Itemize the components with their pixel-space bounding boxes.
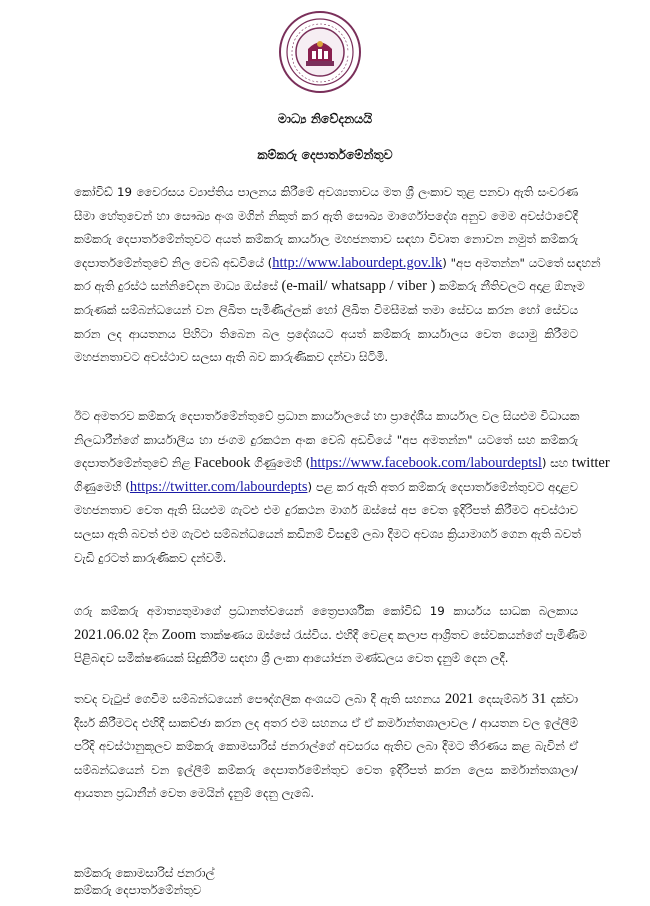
text-segment: ගිණුමෙහි ( bbox=[250, 456, 311, 471]
text-line: සම්බන්ධයෙන් වන ඉල්ලීම් කම්කරු දෙපාර්තමේන්තුව වෙත ඉදිරිපත් කරන ලෙස කර්මාන්තශාලා/ bbox=[74, 762, 578, 777]
paragraph-contact-details bbox=[74, 405, 610, 570]
text-line bbox=[74, 252, 601, 276]
text-segment: දෙපාර්තමේන්තුවේ නිල වෙබ් අඩවියේ ( bbox=[74, 255, 273, 270]
text-segment: කර ඇති දුරස්ථ සන්නිවේදන මාධ්‍ය ඔස්සේ bbox=[74, 279, 282, 294]
text-segment: ) සහ bbox=[541, 456, 572, 471]
department-title: කම්කරු දෙපාර්තමේන්තුව bbox=[257, 147, 393, 162]
text-segment: දක්වා bbox=[546, 692, 578, 706]
text-line bbox=[74, 476, 578, 500]
relief-year: 2021 bbox=[444, 691, 474, 707]
zoom-label: Zoom bbox=[161, 626, 197, 643]
text-segment: ගිණුමෙහි ( bbox=[74, 479, 130, 494]
text-line: කරුණක් සම්බන්ධයෙන් වන ලිඛිත පැමිණිල්ලක් හෝ ලිඛිත විමසීමක් තමා සේවය කරන හෝ සේවය bbox=[74, 302, 578, 317]
text-line: ගරු කම්කරු අමාත්‍යතුමාගේ ප්‍රධානත්වයෙන් ත්‍රෛපාර්ශික කෝවිඩ් 19 කාර්යය සාධක බලකාය bbox=[74, 604, 578, 618]
text-line: සලසා ඇති බවත් එම ගැටළු සම්බන්ධයෙන් කඩිනම් විසඳුම් ලබා දීමට අවශ්‍ය ක්‍රියාමාර්ග ගෙන ඇති බවත් bbox=[74, 526, 581, 541]
contact-channels-text: (e-mail/ whatsapp / viber ) bbox=[281, 278, 436, 295]
text-segment: තාක්ෂණය ඔස්සේ රැස්විය. එහිදී වෙළඳ කලාප ආශ්‍රිතව සේවකයන්ගේ පැමිණීම bbox=[196, 627, 587, 642]
text-line bbox=[74, 275, 585, 299]
twitter-label: twitter bbox=[571, 455, 610, 472]
text-segment: ) "අප අමතන්න" යටතේ සඳහන් bbox=[442, 255, 601, 270]
media-release-title: මාධ්‍ය නිවේදනයයි bbox=[277, 111, 373, 126]
paragraph-curfew-notice bbox=[74, 181, 601, 370]
text-segment: තවද වැටුප් ගෙවීම සම්බන්ධයෙන් පෞද්ගලික අංශයට ලබා දී ඇති සහනය bbox=[74, 692, 445, 706]
text-line: පරිදි අවස්ථානුකූලව කම්කරු කොමසාරිස් ජනරාල්ගේ අවසරය ඇතිව ලබා දීමට තීරණය කළ බැවින් ඒ bbox=[74, 739, 578, 754]
text-line bbox=[74, 452, 610, 476]
text-line bbox=[74, 624, 587, 648]
paragraph-wage-relief bbox=[74, 688, 578, 806]
paragraph-taskforce-meeting bbox=[74, 600, 587, 671]
text-segment: දෙසැම්බර් bbox=[473, 692, 532, 706]
text-line: කරන ලද ආයතනය පිහිටා තිබෙන බල ප්‍රදේශයට අයත් කම්කරු කාර්යාලය වෙත යොමු කිරීමට bbox=[74, 326, 578, 341]
text-line: පිළිබඳව සමීක්ෂණයක් සිදුකිරීම සඳහා ශ්‍රී ලංකා ආයෝජන මණ්ඩලය වෙත දැනුම් දෙන ලදී. bbox=[74, 651, 509, 666]
ministry-emblem-logo bbox=[277, 9, 363, 95]
text-line: සීමා හේතුවෙන් හා සෞඛ්‍ය අංශ මගින් නිකුත් කර ඇති සෞඛ්‍ය මාර්ගෝපදේශ අනුව මෙම අවස්ථාවේදී bbox=[74, 208, 578, 223]
text-line: කෝවිඩ් 19 වෛරසය ව්‍යාප්තිය පාලනය කිරීමේ අවශ්‍යතාවය මත ශ්‍රී ලංකාව තුළ පනවා ඇති සංවරණ bbox=[74, 185, 578, 199]
signatory-title: කම්කරු කොමසාරිස් ජනරාල් bbox=[74, 866, 215, 880]
labourdept-website-link[interactable]: http://www.labourdept.gov.lk bbox=[272, 254, 443, 271]
text-line: ආයතන ප්‍රධානීන් වෙත මෙයින් දැනුම් දෙනු ලැබේ. bbox=[74, 786, 315, 801]
text-line: කම්කරු දෙපාර්තමේන්තුවට අයත් කම්කරු කාර්යාල මහජනතාව සඳහා විවෘත නොවන නමුත් කම්කරු bbox=[74, 232, 578, 247]
text-line: මහජනතාව වෙත ඇති සියළුම ගැටළු එම දුරකථන මාර්ග ඔස්සේ අප වෙත ඉදිරිපත් කිරීමට අවස්ථාව bbox=[74, 503, 578, 518]
text-segment: දින bbox=[139, 627, 162, 642]
text-line bbox=[74, 688, 578, 712]
signatory-department: කම්කරු දෙපාර්තමේන්තුව bbox=[74, 883, 202, 897]
meeting-date: 2021.06.02 bbox=[74, 626, 140, 643]
relief-day: 31 bbox=[531, 691, 547, 707]
text-line: ඊට අමතරව කම්කරු දෙපාර්තමේන්තුවේ ප්‍රධාන කාර්යාලයේ හා ප්‍රාදේශීය කාර්යාල වල සියළුම විධායක bbox=[74, 409, 580, 423]
twitter-page-link[interactable]: https://twitter.com/labourdepts bbox=[129, 478, 308, 495]
text-line: වැඩි දුරටත් කාරුණිකව දන්වමි. bbox=[74, 550, 227, 565]
facebook-label: Facebook bbox=[194, 455, 251, 472]
text-line: නිලධාරීන්ගේ කාර්යාලීය හා ජංගම දුරකථන අංක වෙබ් අඩවියේ "අප අමතන්න" යටතේ සහ කම්කරු bbox=[74, 432, 578, 447]
facebook-page-link[interactable]: https://www.facebook.com/labourdeptsl bbox=[310, 455, 542, 472]
text-segment: දෙපාර්තමේන්තුවේ නිළ bbox=[74, 456, 195, 471]
text-segment: කම්කරු නීතිවලට අදාළ ඕනෑම bbox=[435, 279, 585, 294]
text-line: දීර්ඝ කිරීමටද එහිදී සාකච්ඡා කරන ලද අතර එම සහනය ඒ ඒ කර්මාන්තශාලාවල / ආයතන වල ඉල්ලීම් bbox=[74, 715, 578, 730]
text-segment: ) පළ කර ඇති අතර කම්කරු දෙපාර්තමේන්තුවට අදාළව bbox=[307, 479, 578, 494]
text-line: මහජනතාවට අවස්ථාව සලසා ඇති බව කාරුණිකව දන්වා සිටිමි. bbox=[74, 350, 389, 365]
